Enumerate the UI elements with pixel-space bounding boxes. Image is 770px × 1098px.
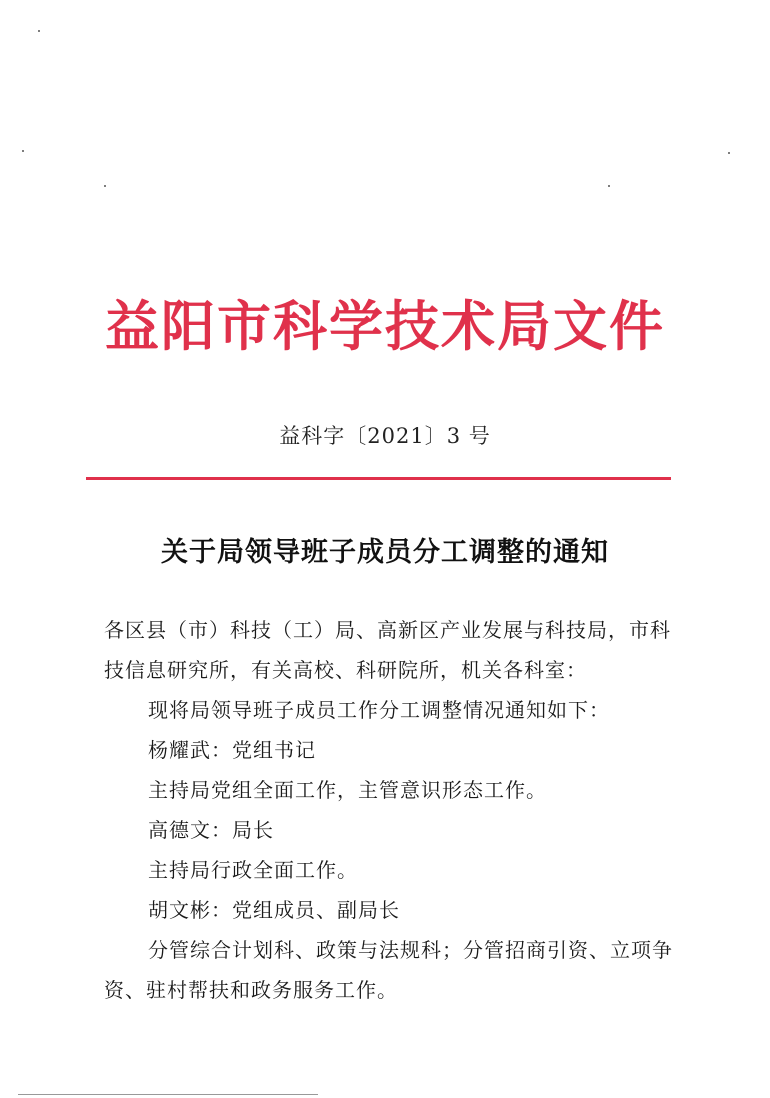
scan-speck: [22, 150, 24, 152]
notice-title: 关于局领导班子成员分工调整的通知: [161, 537, 609, 568]
notice-body: [104, 610, 674, 1010]
document-header-title: 益阳市科学技术局文件: [105, 295, 665, 358]
body-line: 各区县（市）科技（工）局、高新区产业发展与科技局，市科: [104, 618, 671, 642]
body-line: 技信息研究所，有关高校、科研院所，机关各科室：: [104, 658, 587, 682]
body-line: 胡文彬：党组成员、副局长: [148, 898, 400, 922]
bottom-edge-line: [18, 1094, 318, 1095]
body-line: 现将局领导班子成员工作分工调整情况通知如下：: [148, 698, 610, 722]
scan-speck: [38, 30, 40, 32]
document-number: 益科字〔2021〕3 号: [279, 424, 491, 448]
scan-speck: [728, 152, 730, 154]
body-line: 主持局党组全面工作，主管意识形态工作。: [148, 778, 547, 802]
scan-speck: [608, 185, 610, 187]
body-line: 杨耀武：党组书记: [148, 738, 316, 762]
body-line: 资、驻村帮扶和政务服务工作。: [104, 978, 398, 1002]
body-line: 分管综合计划科、政策与法规科；分管招商引资、立项争: [148, 938, 673, 962]
body-line: 主持局行政全面工作。: [148, 858, 358, 882]
scan-speck: [104, 185, 106, 187]
red-header-rule: [86, 477, 671, 480]
body-line: 高德文：局长: [148, 818, 274, 842]
